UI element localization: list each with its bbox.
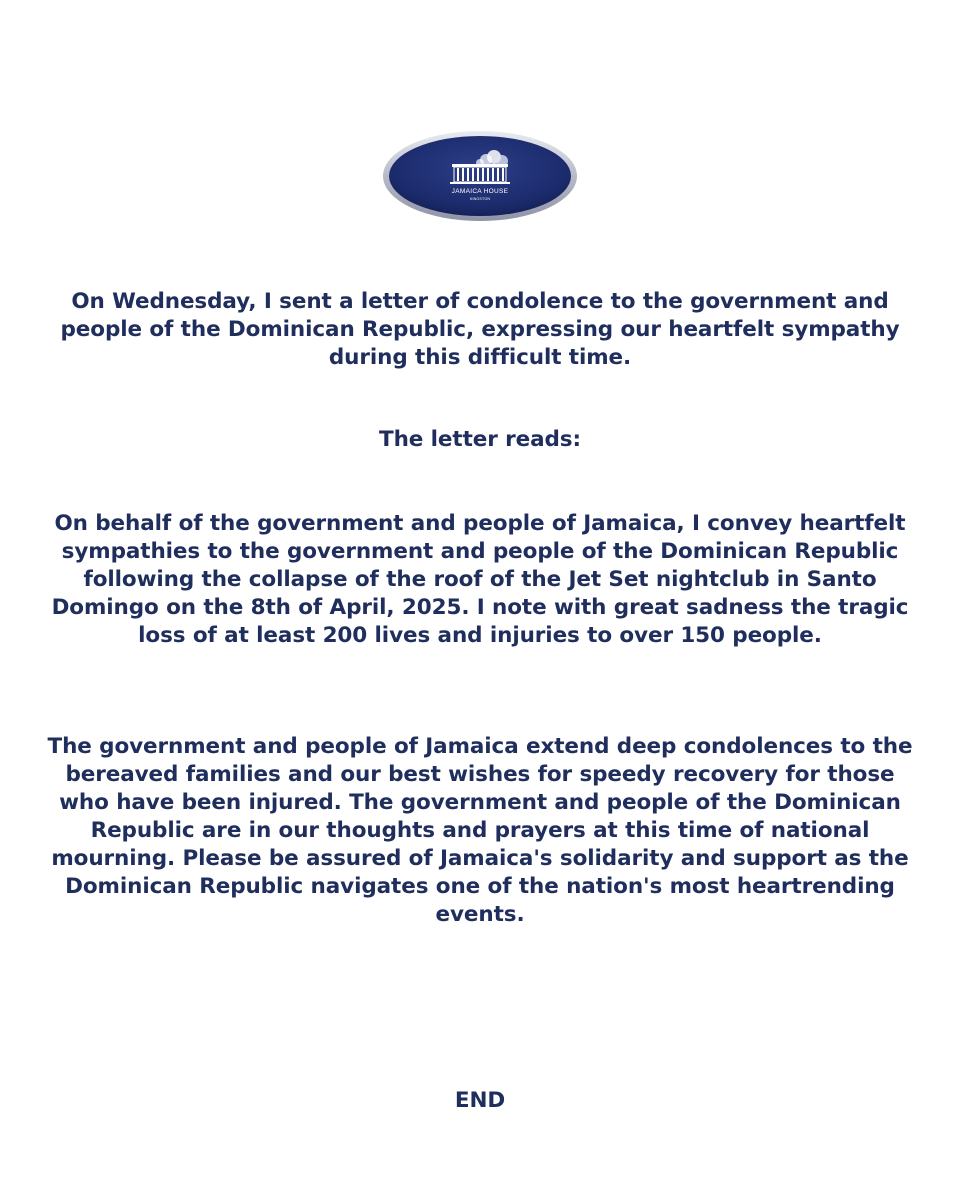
letter-paragraph-2: The government and people of Jamaica extend deep condolences to the bereaved families and our best wishes for speedy recovery for those who have been injured. The government and people of the Dominican Republic are in our thoughts and prayers at this time of national mourning. Please be assured of Jamaica's solidarity and support as the Dominican Republic navigates one of the nation's most heartrending events. <box>47 734 913 927</box>
letter-paragraph-1: On behalf of the government and people of Jamaica, I convey heartfelt sympathies to the government and people of the Dominican Republic following the collapse of the roof of the Jet Set nightclub in Santo Domingo on the 8th of April, 2025. I note with great sadness the tragic loss of at least 200 lives and injuries to over 150 people. <box>51 511 909 648</box>
letter-heading: The letter reads: <box>379 427 581 452</box>
logo-title: JAMAICA HOUSE <box>451 188 509 195</box>
jamaica-house-seal-icon <box>382 130 578 222</box>
intro-paragraph: On Wednesday, I sent a letter of condolence to the government and people of the Dominican Republic, expressing our heartfelt sympathy during this difficult time. <box>60 289 900 370</box>
jamaica-house-logo <box>382 130 578 222</box>
logo-subtitle: KINGSTON <box>469 197 491 201</box>
end-marker: END <box>454 1088 506 1113</box>
